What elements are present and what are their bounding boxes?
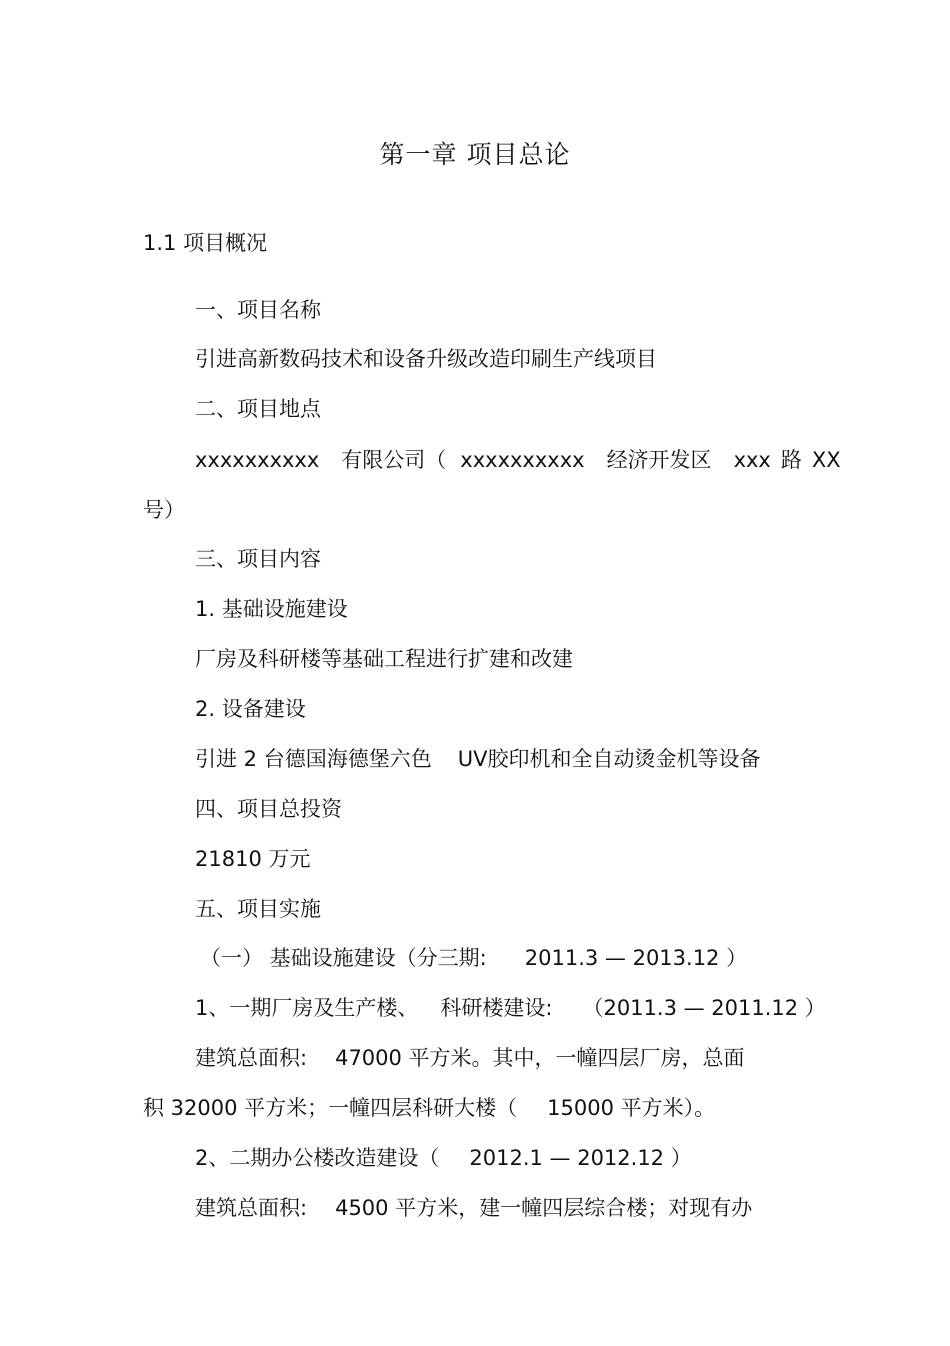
item2-text-a: 引进 2 台德国海德堡六色	[195, 747, 432, 771]
phase-header	[200, 944, 747, 972]
location-line-1	[195, 446, 841, 474]
location-company-suffix: 有限公司（	[341, 448, 447, 472]
phase1-line	[195, 994, 826, 1022]
location-zone: 经济开发区	[606, 448, 712, 472]
item2-text-b: UV胶印机和全自动烫金机等设备	[457, 747, 761, 771]
location-line-2: 号）	[143, 498, 185, 522]
heading-project-name: 一、项目名称	[195, 298, 321, 322]
phase1-area-line-2	[143, 1094, 715, 1122]
phase1-area2-a: 积 32000 平方米；一幢四层科研大楼（	[143, 1096, 518, 1120]
phase2-dates: 2012.1 — 2012.12 ）	[469, 1146, 692, 1170]
phase1-a: 1、一期厂房及生产楼、	[195, 996, 419, 1020]
location-city-placeholder: xxxxxxxxxx	[460, 448, 585, 472]
phase-header-dates: 2011.3 — 2013.12 ）	[524, 946, 748, 970]
location-road-placeholder: xxx	[733, 448, 771, 472]
phase-header-a: （一） 基础设施建设（分三期:	[200, 946, 487, 970]
item1-title: 1. 基础设施建设	[195, 597, 348, 621]
item2-title: 2. 设备建设	[195, 697, 306, 721]
phase1-area-line	[195, 1044, 745, 1072]
chapter-title: 第一章 项目总论	[379, 140, 571, 169]
phase1-area-label: 建筑总面积:	[195, 1046, 308, 1070]
phase1-area-value: 47000 平方米。其中，一幢四层厂房，总面	[335, 1046, 745, 1070]
heading-implementation: 五、项目实施	[195, 897, 321, 921]
phase2-area-value: 4500 平方米，建一幢四层综合楼；对现有办	[335, 1196, 753, 1220]
heading-project-location: 二、项目地点	[195, 397, 321, 421]
phase1-b: 科研楼建设:	[440, 996, 553, 1020]
phase2-area-line	[195, 1194, 752, 1222]
phase1-area2-b: 15000 平方米）。	[547, 1096, 716, 1120]
location-company-placeholder: xxxxxxxxxx	[195, 448, 320, 472]
phase2-a: 2、二期办公楼改造建设（	[195, 1146, 440, 1170]
investment-amount: 21810 万元	[195, 847, 311, 871]
phase2-line	[195, 1144, 692, 1172]
location-number-placeholder: XX	[811, 448, 841, 472]
item1-text: 厂房及科研楼等基础工程进行扩建和改建	[195, 647, 573, 671]
heading-total-investment: 四、项目总投资	[195, 797, 342, 821]
project-name-text: 引进高新数码技术和设备升级改造印刷生产线项目	[195, 347, 657, 371]
heading-project-content: 三、项目内容	[195, 547, 321, 571]
item2-text	[195, 745, 760, 773]
phase1-dates: （2011.3 — 2011.12 ）	[582, 996, 826, 1020]
location-road: 路	[780, 448, 802, 472]
phase2-area-label: 建筑总面积:	[195, 1196, 308, 1220]
section-heading: 1.1 项目概况	[143, 231, 268, 255]
